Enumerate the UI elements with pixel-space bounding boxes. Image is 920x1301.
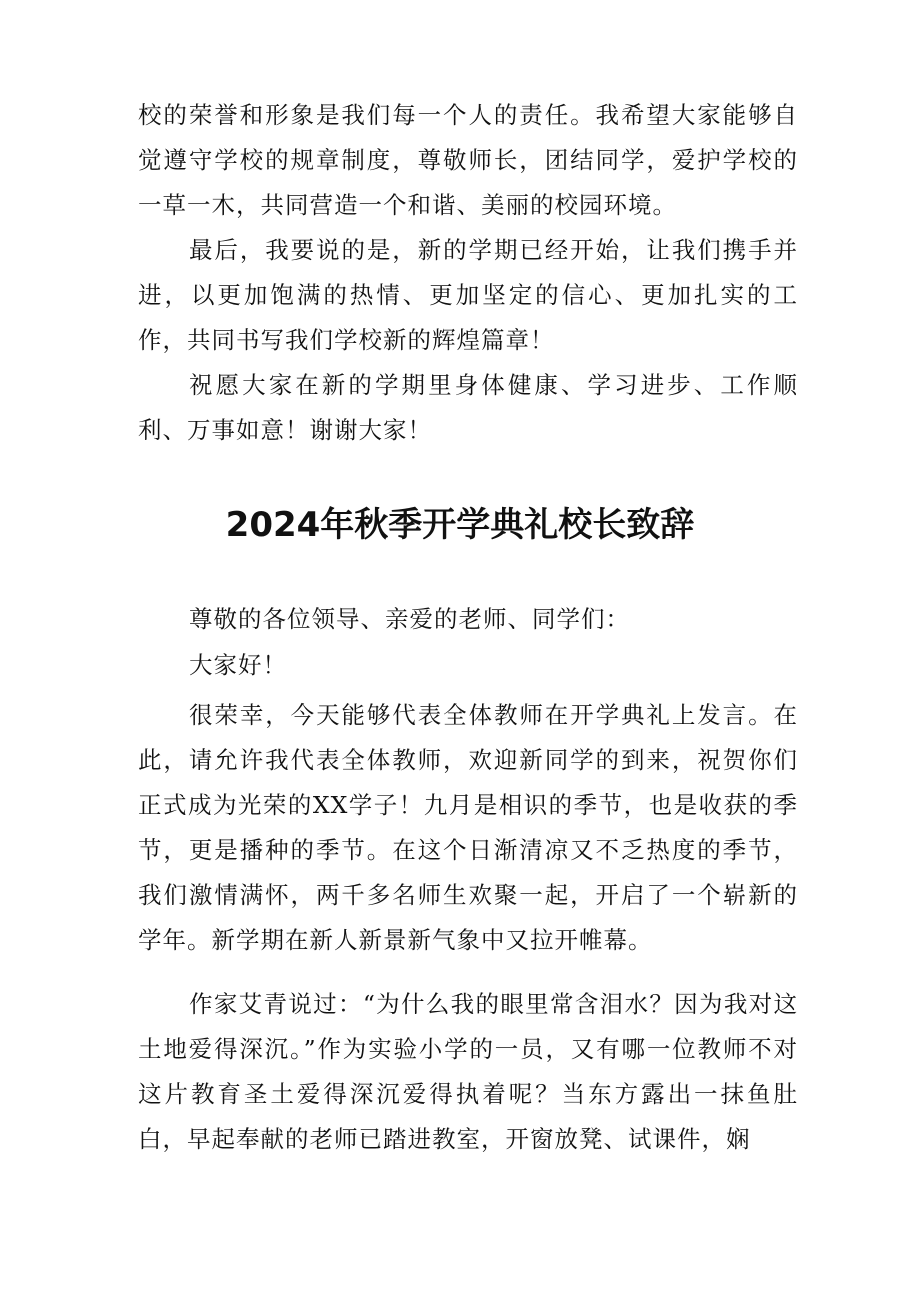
paragraph-continuation: 校的荣誉和形象是我们每一个人的责任。我希望大家能够自觉遵守学校的规章制度，尊敬师长，团结同学，爱护学校的一草一木，共同营造一个和谐、美丽的校园环境。 bbox=[138, 101, 798, 219]
paragraph-wishes: 祝愿大家在新的学期里身体健康、学习进步、工作顺利、万事如意！谢谢大家！ bbox=[138, 371, 798, 444]
paragraph-welcome: 很荣幸，今天能够代表全体教师在开学典礼上发言。在此，请允许我代表全体教师，欢迎新同学的到来，祝贺你们正式成为光荣的XX学子！九月是相识的季节，也是收获的季节，更是播种的季节。在这个日渐清凉又不乏热度的季节，我们激情满怀，两千多名师生欢聚一起，开启了一个崭新的学年。新学期在新人新景新气象中又拉开帷幕。 bbox=[138, 701, 798, 954]
document-title: 2024年秋季开学典礼校长致辞 bbox=[225, 505, 695, 545]
greeting: 大家好！ bbox=[189, 651, 287, 679]
paragraph-aiqing-quote: 作家艾青说过：“为什么我的眼里常含泪水？因为我对这土地爱得深沉。”作为实验小学的一员，又有哪一位教师不对这片教育圣土爱得深沉爱得执着呢？当东方露出一抹鱼肚白，早起奉献的老师已踏进教室，开窗放凳、试课件，娴 bbox=[138, 990, 798, 1153]
paragraph-closing: 最后，我要说的是，新的学期已经开始，让我们携手并进，以更加饱满的热情、更加坚定的信心、更加扎实的工作，共同书写我们学校新的辉煌篇章！ bbox=[138, 236, 798, 354]
salutation: 尊敬的各位领导、亲爱的老师、同学们： bbox=[189, 605, 630, 633]
